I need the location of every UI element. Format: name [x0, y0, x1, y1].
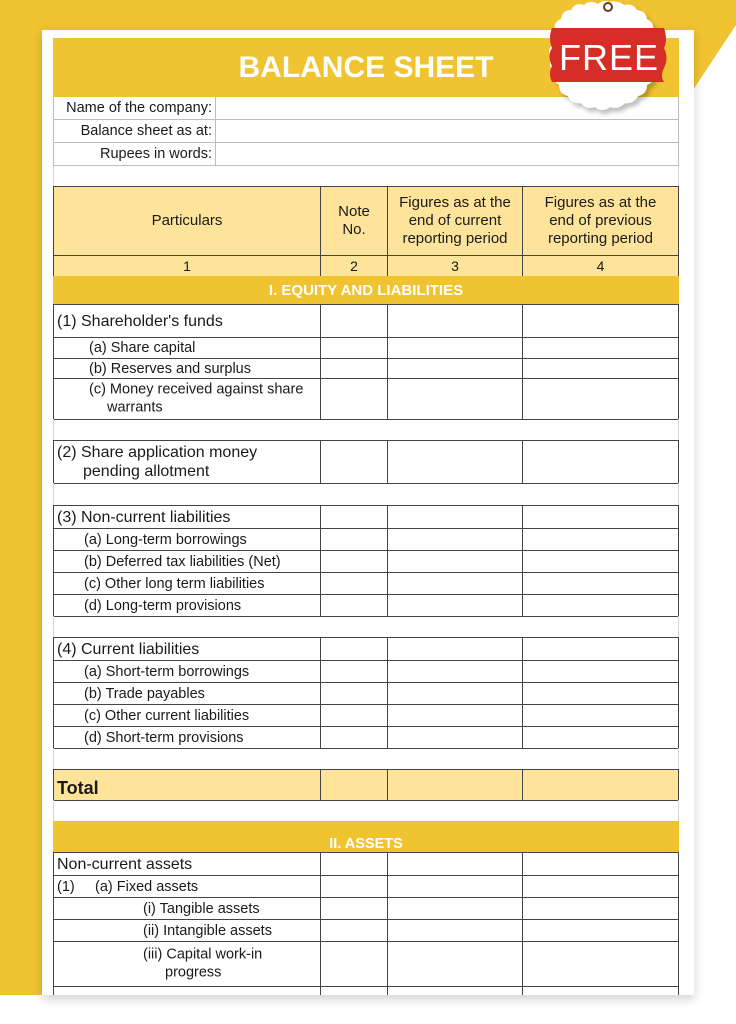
spacer: [53, 166, 679, 186]
rupees-words-field[interactable]: [216, 143, 679, 166]
note-no-cell[interactable]: [320, 550, 388, 573]
previous-period-cell[interactable]: [522, 875, 679, 898]
particulars-cell: [53, 594, 321, 617]
background-bottom: [0, 995, 736, 1024]
previous-period-cell[interactable]: [522, 358, 679, 379]
rupees-words-label: Rupees in words:: [53, 143, 216, 166]
current-period-cell[interactable]: [387, 528, 523, 551]
current-period-cell[interactable]: [387, 660, 523, 683]
row-label: Non-current assets: [57, 856, 193, 873]
particulars-cell: [53, 304, 321, 338]
previous-period-cell[interactable]: [522, 637, 679, 661]
previous-period-cell[interactable]: [522, 572, 679, 595]
row-label: (a) Short-term borrowings: [84, 664, 250, 680]
row-label: (a) Fixed assets: [95, 879, 199, 895]
particulars-cell: [53, 682, 321, 705]
page-title: BALANCE SHEET: [238, 50, 494, 84]
previous-period-cell[interactable]: [522, 528, 679, 551]
note-no-cell[interactable]: [320, 726, 388, 749]
row-label: (4) Current liabilities: [57, 641, 200, 658]
note-no-cell[interactable]: [320, 897, 388, 920]
note-no-cell[interactable]: [320, 304, 388, 338]
particulars-cell: [53, 528, 321, 551]
current-period-cell[interactable]: [387, 378, 523, 420]
spacer: [53, 483, 679, 505]
current-period-cell[interactable]: [387, 852, 523, 876]
previous-period-cell[interactable]: [522, 852, 679, 876]
current-period-cell[interactable]: [387, 594, 523, 617]
previous-period-cell[interactable]: [522, 337, 679, 359]
note-no-cell[interactable]: [320, 505, 388, 529]
note-no-cell[interactable]: [320, 941, 388, 987]
spacer: [53, 748, 679, 769]
header-current-period: Figures as at the end of current reporting period: [387, 186, 523, 256]
particulars-cell: [53, 505, 321, 529]
particulars-cell: [53, 986, 321, 995]
previous-period-cell[interactable]: [522, 682, 679, 705]
current-period-cell[interactable]: [387, 440, 523, 484]
particulars-cell: [53, 919, 321, 942]
total-label: Total: [53, 769, 321, 801]
previous-period-cell[interactable]: [522, 660, 679, 683]
current-period-cell[interactable]: [387, 550, 523, 573]
particulars-cell: [53, 852, 321, 876]
item-number: (1): [57, 879, 75, 895]
previous-period-cell[interactable]: [522, 505, 679, 529]
balance-date-label: Balance sheet as at:: [53, 120, 216, 143]
spacer: [53, 800, 679, 821]
row-label: (ii) Intangible assets: [143, 923, 272, 939]
current-period-cell[interactable]: [387, 358, 523, 379]
row-label: (b) Reserves and surplus: [89, 361, 251, 377]
current-period-cell[interactable]: [387, 682, 523, 705]
previous-period-cell[interactable]: [522, 986, 679, 995]
note-no-cell[interactable]: [320, 440, 388, 484]
previous-period-cell[interactable]: [522, 594, 679, 617]
spacer: [53, 616, 679, 637]
row-label: (b) Trade payables: [84, 686, 205, 702]
section-assets: II. ASSETS: [53, 821, 679, 852]
previous-period-cell[interactable]: [522, 941, 679, 987]
current-period-cell[interactable]: [387, 637, 523, 661]
note-no-cell[interactable]: [320, 986, 388, 995]
total-current-cell[interactable]: [387, 769, 523, 801]
note-no-cell[interactable]: [320, 875, 388, 898]
note-no-cell[interactable]: [320, 852, 388, 876]
free-badge-label: FREE: [558, 37, 659, 78]
note-no-cell[interactable]: [320, 528, 388, 551]
previous-period-cell[interactable]: [522, 304, 679, 338]
current-period-cell[interactable]: [387, 875, 523, 898]
row-label: (1) Shareholder's funds: [57, 313, 223, 330]
particulars-cell: [53, 440, 321, 484]
row-label: (d) Short-term provisions: [84, 730, 244, 746]
note-no-cell[interactable]: [320, 682, 388, 705]
header-note-no: Note No.: [320, 186, 388, 256]
column-number-1: 1: [53, 255, 321, 277]
particulars-cell: [53, 550, 321, 573]
particulars-cell: [53, 378, 321, 420]
particulars-cell: [53, 660, 321, 683]
row-label: (3) Non-current liabilities: [57, 509, 231, 526]
balance-date-field[interactable]: [216, 120, 679, 143]
particulars-cell: [53, 337, 321, 359]
row-label: (d) Long-term provisions: [84, 598, 242, 614]
column-number-2: 2: [320, 255, 388, 277]
total-previous-cell[interactable]: [522, 769, 679, 801]
company-name-label: Name of the company:: [53, 97, 216, 120]
row-label: (i) Tangible assets: [143, 901, 260, 917]
current-period-cell[interactable]: [387, 726, 523, 749]
previous-period-cell[interactable]: [522, 704, 679, 727]
previous-period-cell[interactable]: [522, 919, 679, 942]
particulars-cell: [53, 358, 321, 379]
note-no-cell[interactable]: [320, 358, 388, 379]
current-period-cell[interactable]: [387, 986, 523, 995]
note-no-cell[interactable]: [320, 660, 388, 683]
row-label: (a) Share capital: [89, 340, 196, 356]
header-particulars: Particulars: [53, 186, 321, 256]
current-period-cell[interactable]: [387, 897, 523, 920]
row-label: (iii) Capital work-in progress: [143, 946, 263, 980]
current-period-cell[interactable]: [387, 505, 523, 529]
particulars-cell: [53, 704, 321, 727]
spacer: [53, 419, 679, 440]
previous-period-cell[interactable]: [522, 550, 679, 573]
particulars-cell: [53, 726, 321, 749]
note-no-cell[interactable]: [320, 637, 388, 661]
current-period-cell[interactable]: [387, 704, 523, 727]
previous-period-cell[interactable]: [522, 440, 679, 484]
row-label: (b) Deferred tax liabilities (Net): [84, 554, 281, 570]
note-no-cell[interactable]: [320, 594, 388, 617]
particulars-cell: [53, 572, 321, 595]
row-label: (c) Other current liabilities: [84, 708, 250, 724]
row-label: (c) Other long term liabilities: [84, 576, 265, 592]
previous-period-cell[interactable]: [522, 378, 679, 420]
column-number-3: 3: [387, 255, 523, 277]
row-label: (c) Money received against share warrants: [89, 381, 304, 415]
particulars-cell: [53, 875, 321, 898]
row-label: (a) Long-term borrowings: [84, 532, 247, 548]
previous-period-cell[interactable]: [522, 726, 679, 749]
column-number-4: 4: [522, 255, 679, 277]
header-previous-period: Figures as at the end of previous reporting period: [522, 186, 679, 256]
particulars-cell: [53, 941, 321, 987]
previous-period-cell[interactable]: [522, 897, 679, 920]
note-no-cell[interactable]: [320, 378, 388, 420]
particulars-cell: [53, 897, 321, 920]
particulars-cell: [53, 637, 321, 661]
total-note-cell[interactable]: [320, 769, 388, 801]
note-no-cell[interactable]: [320, 704, 388, 727]
note-no-cell[interactable]: [320, 337, 388, 359]
row-label: (2) Share application money pending allotment: [57, 444, 258, 480]
current-period-cell[interactable]: [387, 941, 523, 987]
current-period-cell[interactable]: [387, 919, 523, 942]
note-no-cell[interactable]: [320, 919, 388, 942]
current-period-cell[interactable]: [387, 304, 523, 338]
section-equity-liabilities: I. EQUITY AND LIABILITIES: [53, 276, 679, 304]
current-period-cell[interactable]: [387, 572, 523, 595]
current-period-cell[interactable]: [387, 337, 523, 359]
note-no-cell[interactable]: [320, 572, 388, 595]
